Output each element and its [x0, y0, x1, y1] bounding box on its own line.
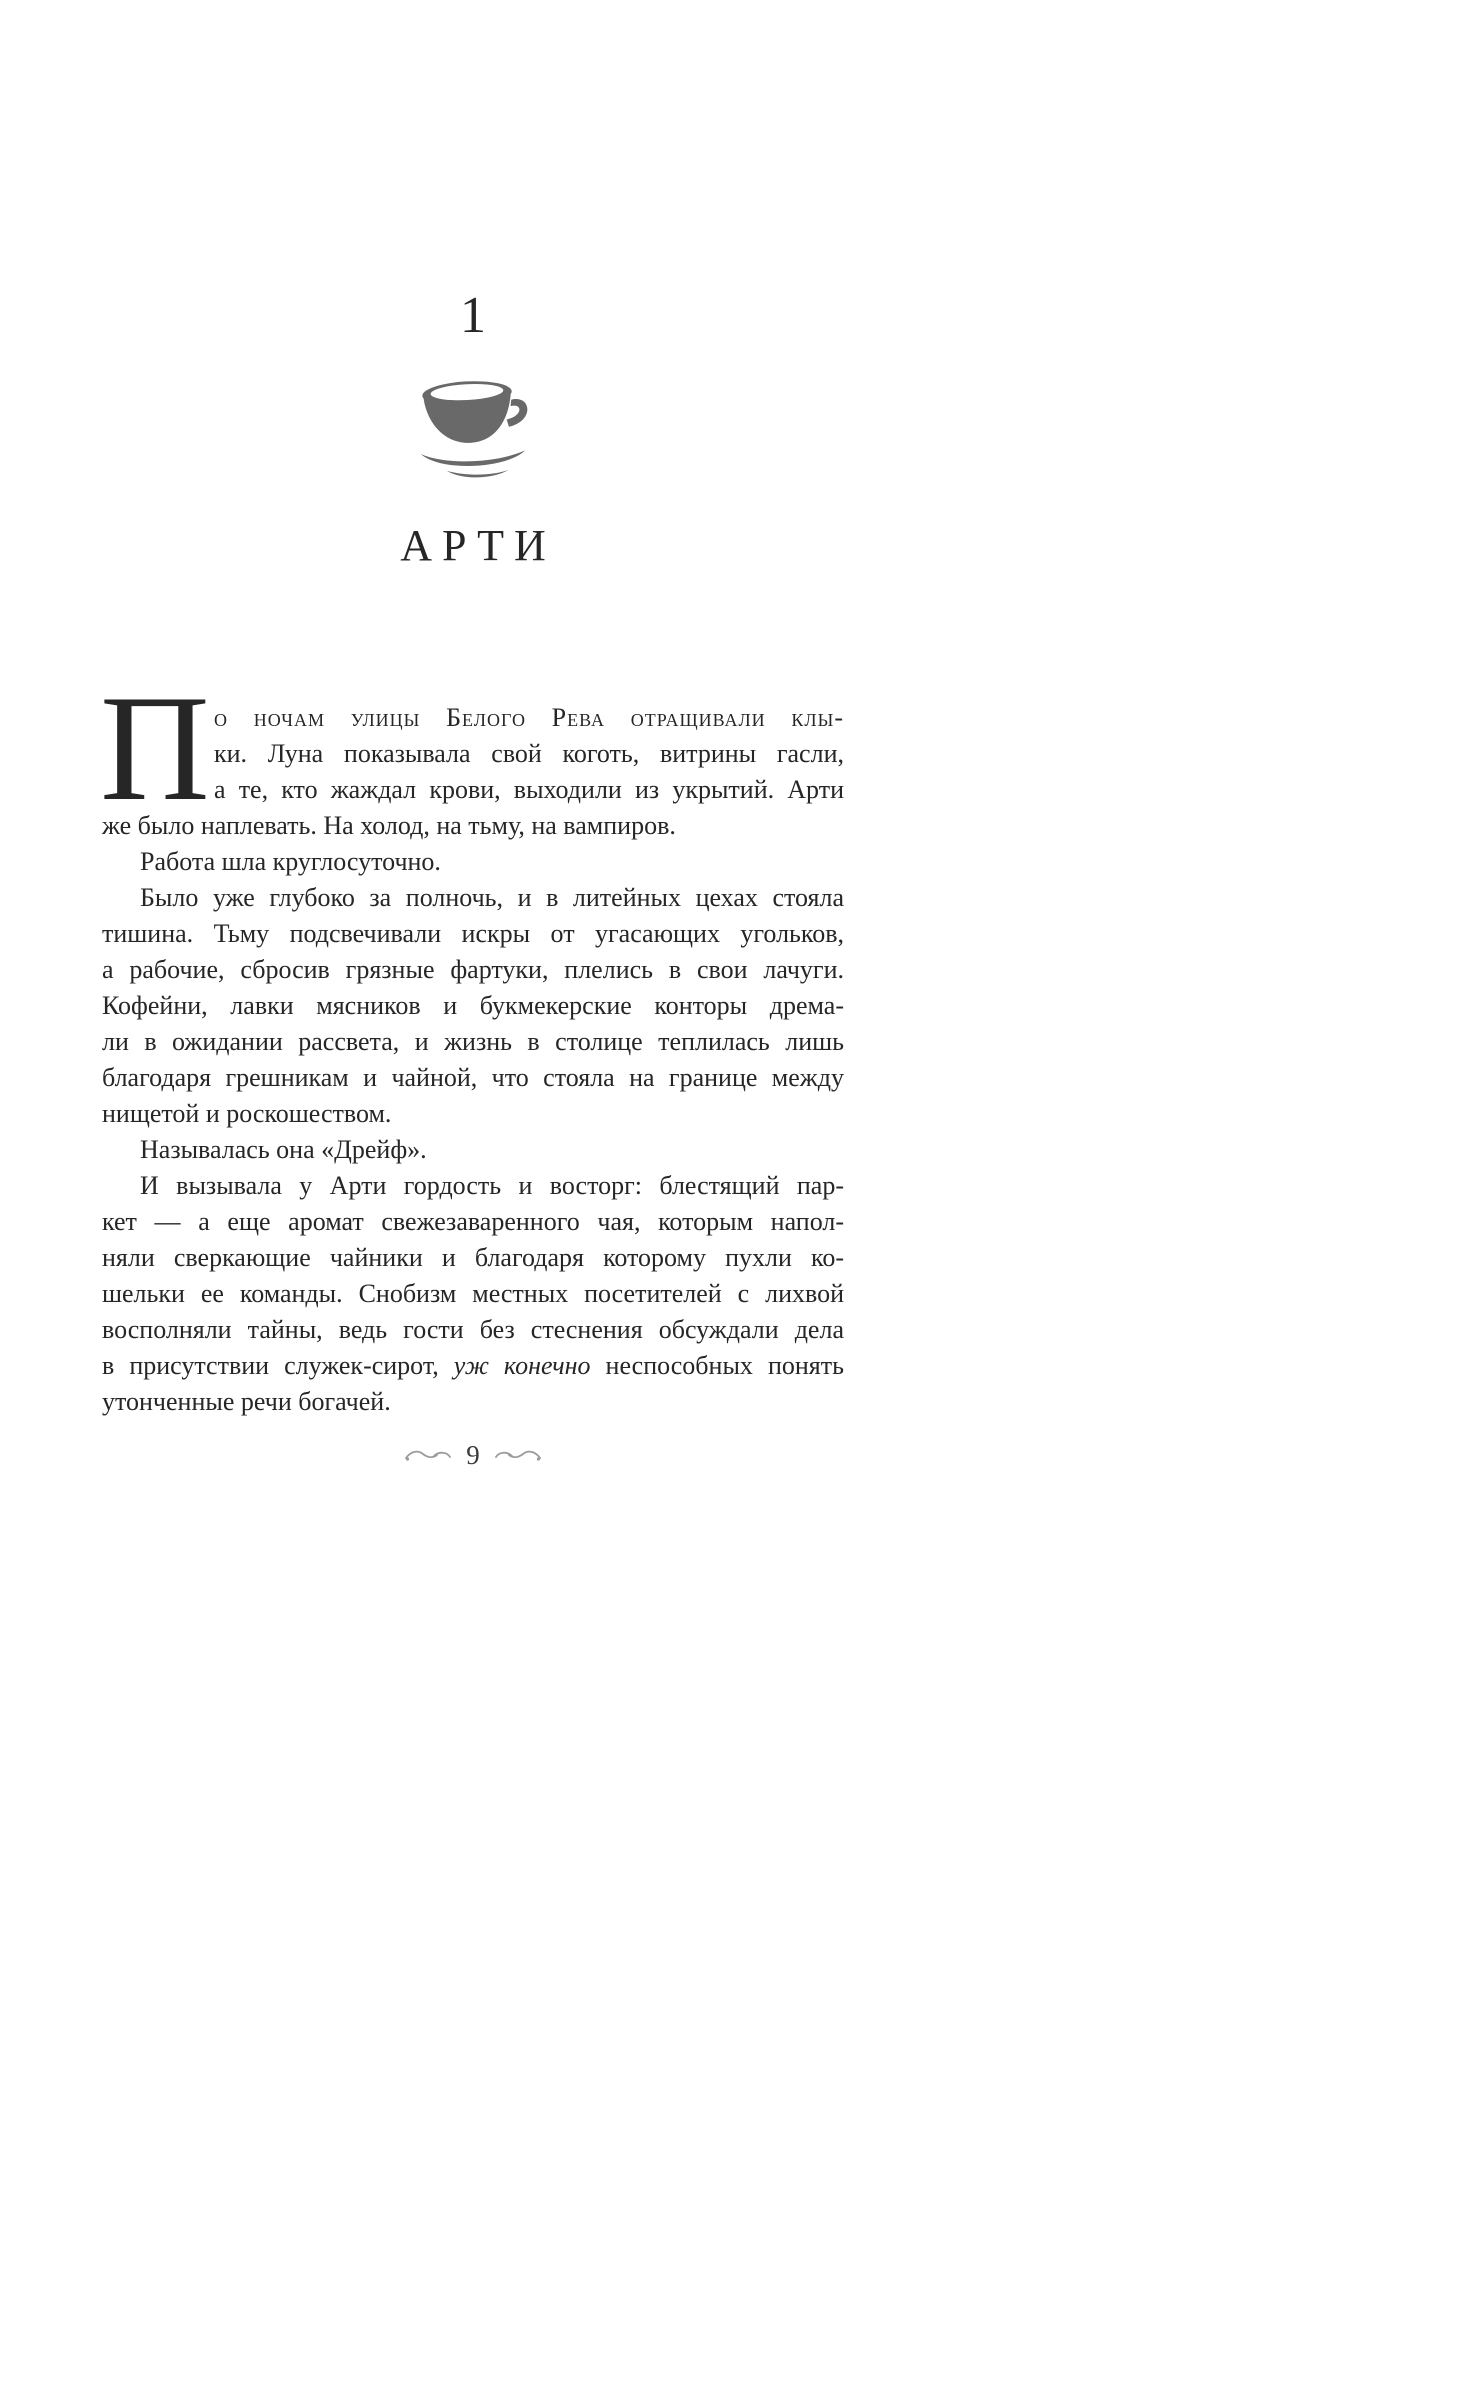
text-line: утонченные речи богачей.	[102, 1387, 391, 1417]
chapter-title: АРТИ	[400, 520, 556, 570]
text-line: Было уже глубоко за полночь, и в литейных цехах стояла	[140, 883, 844, 913]
flourish-left-icon	[404, 1447, 452, 1465]
text-line: няли сверкающие чайники и благодаря которому пухли ко-	[102, 1243, 844, 1273]
text-line-with-italic	[102, 1348, 844, 1384]
text-line: шельки ее команды. Снобизм местных посетителей с лихвой	[102, 1279, 844, 1309]
teacup-icon	[411, 372, 535, 482]
text-line: тишина. Тьму подсвечивали искры от угасающих угольков,	[102, 919, 844, 949]
text-line: Кофейни, лавки мясников и букмекерские конторы дрема-	[102, 991, 844, 1021]
text-line: Называлась она «Дрейф».	[140, 1135, 427, 1165]
text-segment: в присутствии служек-сирот,	[102, 1351, 454, 1381]
text-line: а те, кто жаждал крови, выходили из укрытий. Арти	[214, 775, 844, 805]
text-line: же было наплевать. На холод, на тьму, на вампиров.	[102, 811, 676, 841]
text-line: Работа шла круглосуточно.	[140, 847, 441, 877]
paragraph	[102, 1132, 844, 1168]
text-line: ли в ожидании рассвета, и жизнь в столице теплилась лишь	[102, 1027, 844, 1057]
paragraph	[102, 880, 844, 1132]
chapter-body	[100, 664, 844, 1420]
chapter-number: 1	[460, 287, 486, 344]
page-footer	[102, 1440, 844, 1471]
text-line: благодаря грешникам и чайной, что стояла на границе между	[102, 1063, 844, 1093]
paragraph	[102, 1168, 844, 1420]
chapter-ornament	[102, 372, 844, 482]
text-line: кет — а еще аромат свежезаваренного чая, которым напол-	[102, 1207, 844, 1237]
italic-text-segment: уж конечно	[453, 1351, 591, 1381]
page-content	[102, 0, 844, 1471]
text-line: а рабочие, сбросив грязные фартуки, плелись в свои лачуги.	[102, 955, 844, 985]
text-segment: неспособных понять	[590, 1351, 844, 1381]
text-line: о ночам улицы Белого Рева отращивали клы-	[214, 703, 844, 733]
text-line: нищетой и роскошеством.	[102, 1099, 392, 1129]
flourish-right-icon	[494, 1447, 542, 1465]
text-line: И вызывала у Арти гордость и восторг: блестящий пар-	[140, 1171, 844, 1201]
text-line: восполняли тайны, ведь гости без стеснения обсуждали дела	[102, 1315, 844, 1345]
paragraph	[100, 664, 844, 844]
text-line: ки. Луна показывала свой коготь, витрины гасли,	[214, 739, 844, 769]
paragraph	[102, 844, 844, 880]
dropcap-letter: П	[100, 664, 210, 833]
page-number: 9	[466, 1440, 480, 1471]
